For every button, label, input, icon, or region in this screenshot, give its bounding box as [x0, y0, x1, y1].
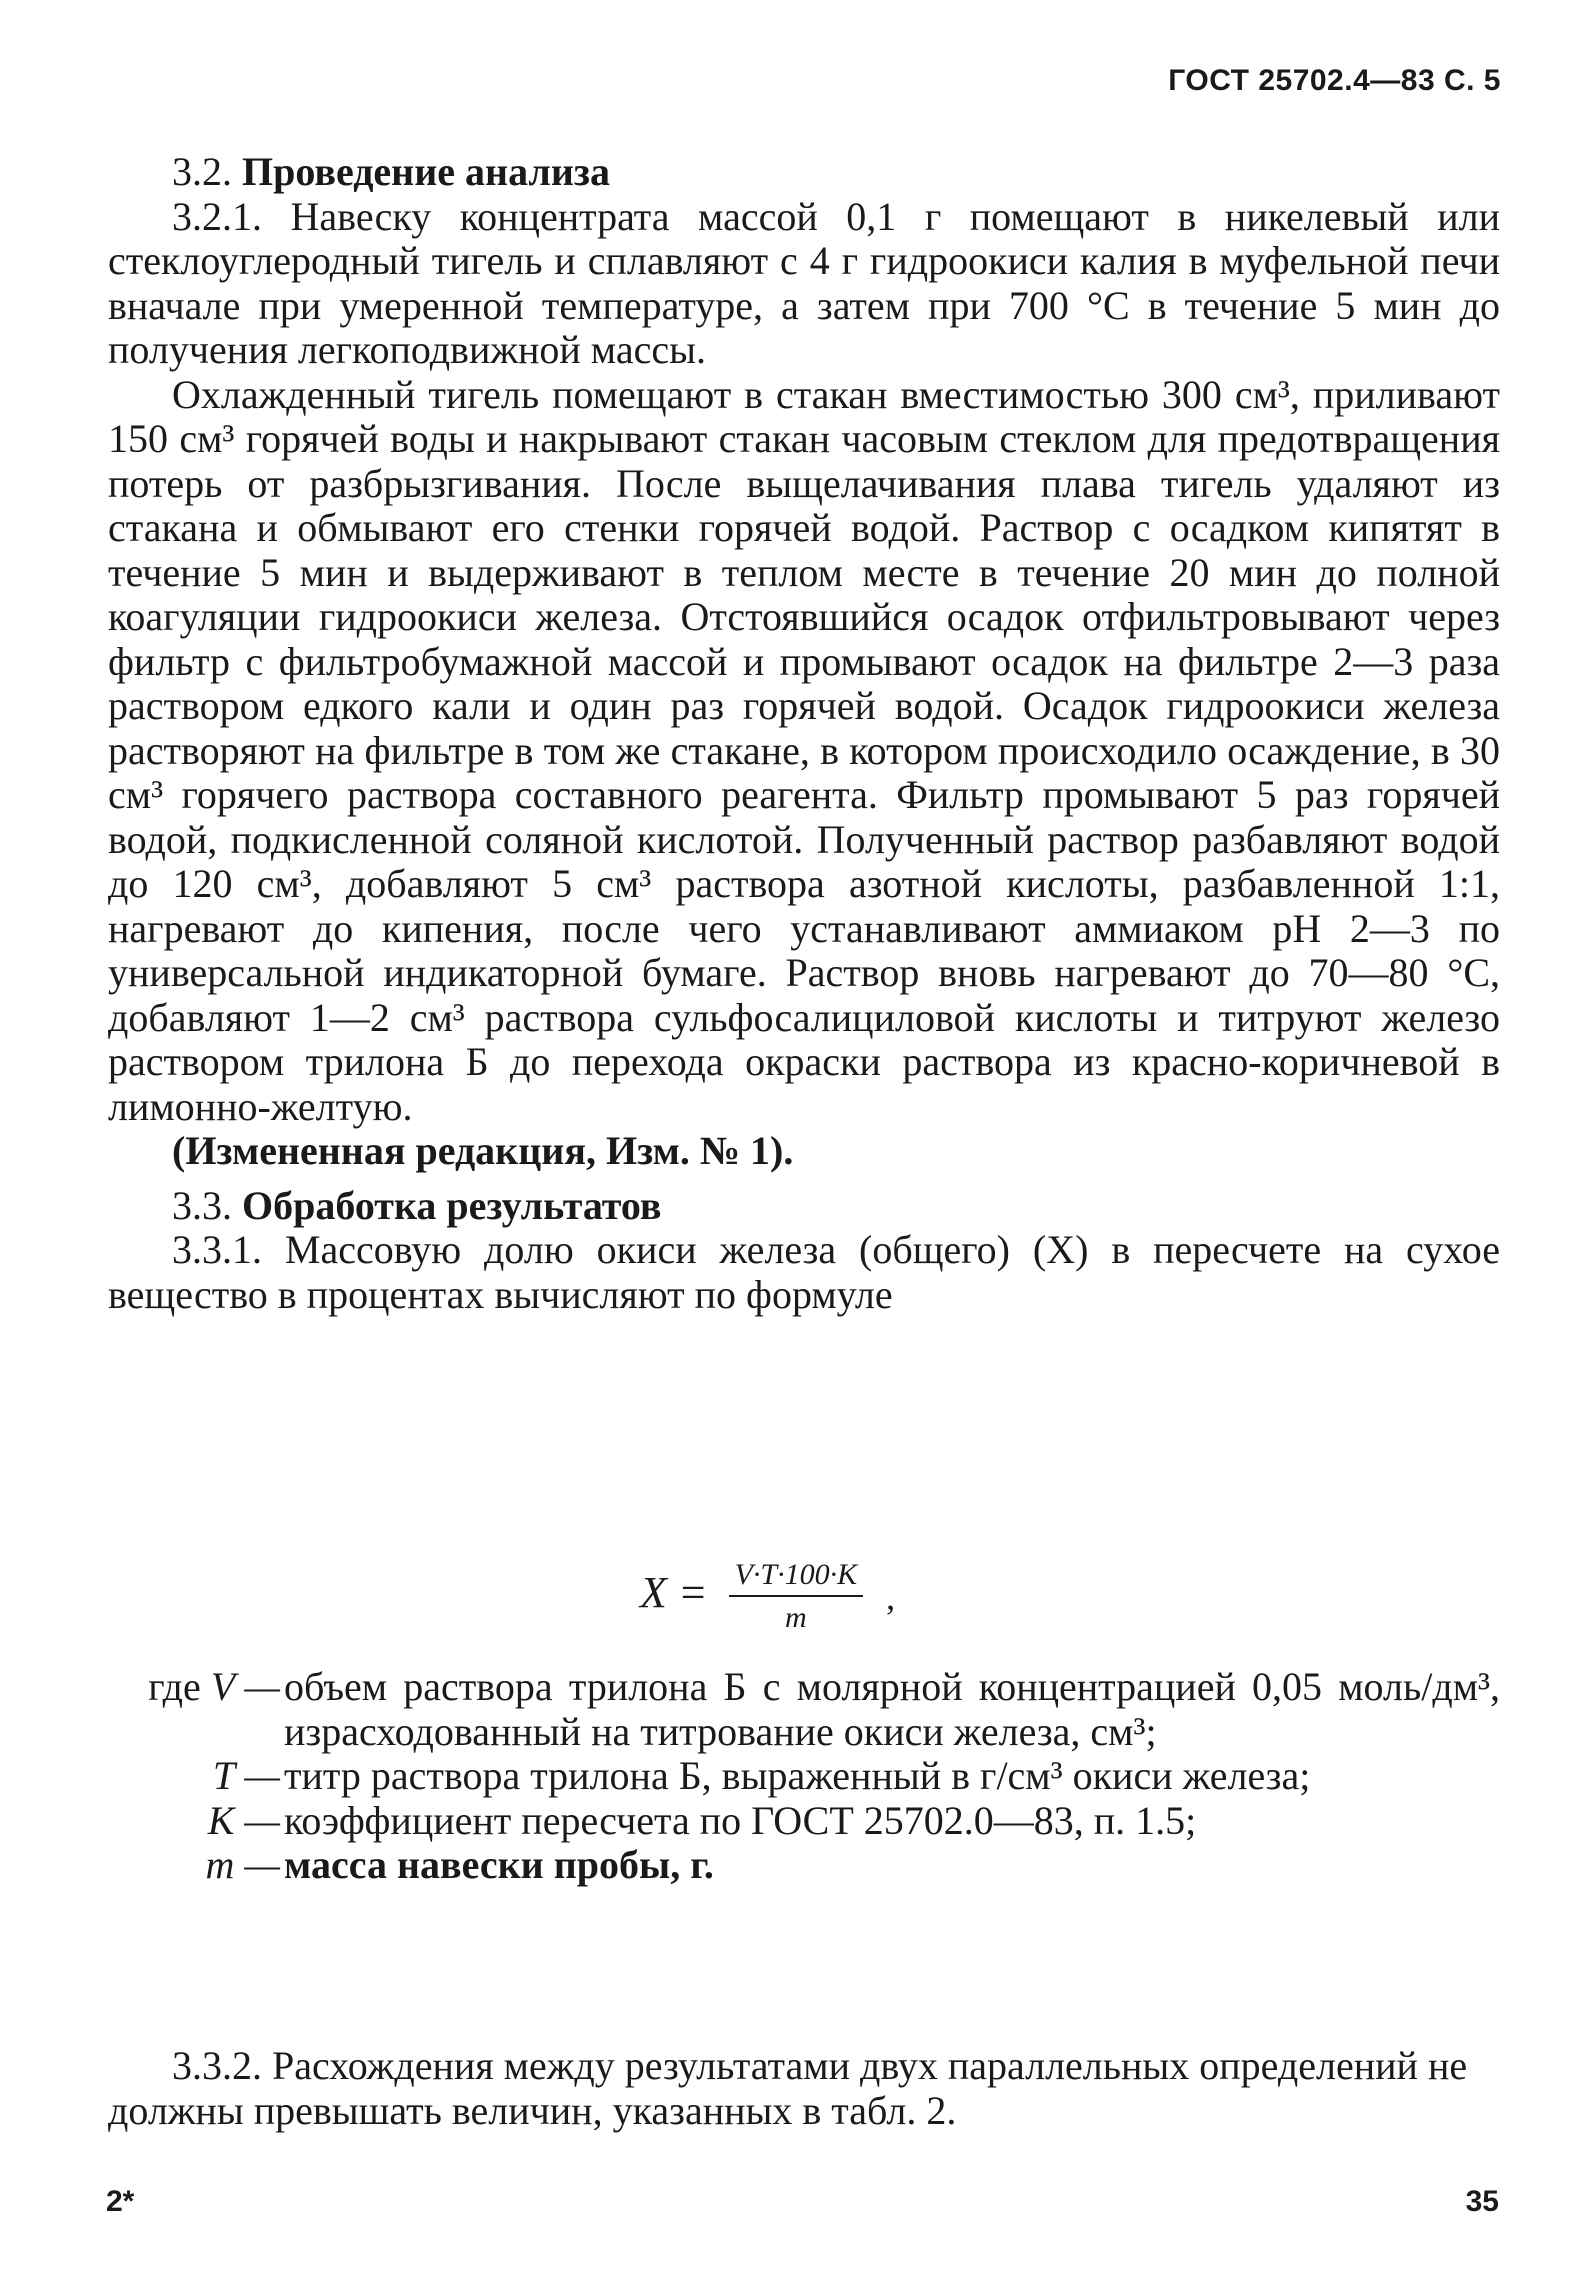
page-number: 35 — [1465, 2185, 1499, 2218]
definition-t-text: титр раствора трилона Б, выраженный в г/см³ окиси железа; — [284, 1753, 1311, 1798]
section-3-3-title: Обработка результатов — [242, 1182, 662, 1228]
symbol-t: T — — [212, 1753, 280, 1798]
section-3-3-heading — [108, 1184, 1500, 1229]
section-3-2-heading — [108, 150, 1500, 195]
section-3-2-number: 3.2. — [172, 149, 232, 194]
definition-m — [108, 1843, 1500, 1888]
running-header: ГОСТ 25702.4—83 С. 5 — [1168, 64, 1501, 97]
paragraph-3-2-1-cont: Охлажденный тигель помещают в стакан вместимостью 300 см³, приливают 150 см³ горячей воды и накрывают стакан часовым стеклом для предотвращения потерь от разбрызгивания. После выщелачивания плава тигель удаляют из стакана и обмывают его стенки горячей водой. Раствор с осадком кипятят в течение 5 мин и выдерживают в теплом месте в течение 20 мин до полной коагуляции гидроокиси железа. Отстоявшийся осадок отфильтровывают через фильтр с фильтробумажной массой и промывают осадок на фильтре 2—3 раза раствором едкого кали и один раз горячей водой. Осадок гидроокиси железа растворяют на фильтре в том же стакане, в котором происходило осаждение, в 30 см³ горячего раствора составного реагента. Фильтр промывают 5 раз горячей водой, подкисленной соляной кислотой. Полученный раствор разбавляют водой до 120 см³, добавляют 5 см³ раствора азотной кислоты, разбавленной 1:1, нагревают до кипения, после чего устанавливают аммиаком pH 2—3 по универсальной индикаторной бумаге. Раствор вновь нагревают до 70—80 °С, добавляют 1—2 см³ раствора сульфосалициловой кислоты и титруют железо раствором трилона Б до перехода окраски раствора из красно-коричневой в лимонно-желтую. — [108, 371, 1500, 1129]
definition-m-text: масса навески пробы, г. — [284, 1842, 714, 1887]
definition-k-symbol — [108, 1799, 280, 1844]
symbol-v: V — — [210, 1664, 280, 1709]
paragraph-3-3-2: 3.3.2. Расхождения между результатами двух параллельных определений не должны превышать величин, указанных в табл. 2. — [108, 2043, 1468, 2133]
definition-k-text: коэффициент пересчета по ГОСТ 25702.0—83, п. 1.5; — [284, 1797, 1197, 1843]
formula — [640, 1555, 895, 1639]
definition-v-text: объем раствора трилона Б с молярной концентрацией 0,05 моль/дм³, израсходованный на титрование окиси железа, см³; — [284, 1664, 1500, 1754]
section-3-3-number: 3.3. — [172, 1182, 232, 1228]
variable-definitions — [108, 1665, 1500, 1888]
definition-v — [108, 1665, 1500, 1754]
closing-text — [108, 2004, 1500, 2173]
definition-t-symbol — [108, 1754, 280, 1799]
amendment-note: (Измененная редакция, Изм. № 1). — [172, 1128, 794, 1173]
formula-comma: , — [886, 1577, 896, 1617]
definition-m-symbol — [108, 1843, 280, 1888]
formula-numerator: V·T·100·K — [729, 1555, 864, 1597]
body-text — [108, 150, 1500, 1317]
signature-mark: 2* — [106, 2185, 135, 2218]
formula-lhs: X = — [640, 1568, 708, 1618]
symbol-k: K — — [207, 1797, 280, 1843]
formula-denominator: m — [785, 1601, 807, 1634]
section-3-2-title: Проведение анализа — [242, 149, 610, 194]
where-label: где — [148, 1664, 201, 1709]
paragraph-3-3-1: 3.3.1. Массовую долю окиси железа (общего) (X) в пересчете на сухое вещество в процентах вычисляют по формуле — [108, 1227, 1500, 1317]
formula-fraction — [729, 1555, 864, 1639]
definition-k — [108, 1799, 1500, 1844]
definition-t — [108, 1754, 1500, 1799]
definition-v-symbol — [108, 1665, 280, 1710]
symbol-m: m — — [205, 1842, 280, 1887]
paragraph-3-2-1: 3.2.1. Навеску концентрата массой 0,1 г помещают в никелевый или стеклоуглеродный тигель и сплавляют с 4 г гидроокиси калия в муфельной печи вначале при умеренной температуре, а затем при 700 °С в течение 5 мин до получения легкоподвижной массы. — [108, 193, 1500, 372]
